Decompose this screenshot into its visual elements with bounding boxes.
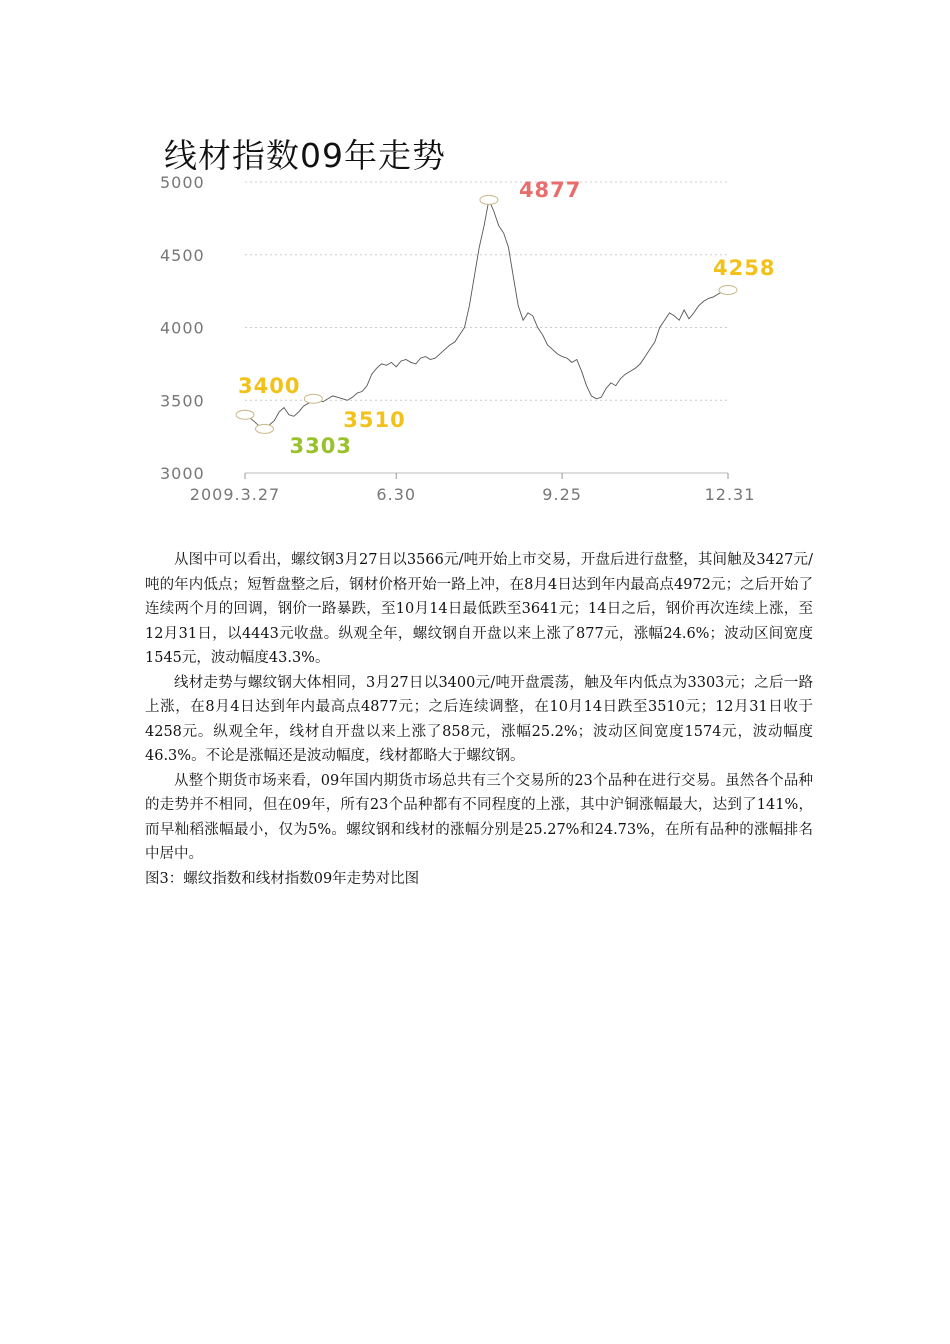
y-tick-label: 4000 <box>160 318 205 338</box>
wire-rod-index-chart <box>150 125 800 525</box>
x-tick-label: 12.31 <box>704 485 756 504</box>
chart-canvas <box>150 125 800 525</box>
extreme-point-marker <box>480 195 498 204</box>
figure-caption: 图3：螺纹指数和线材指数09年走势对比图 <box>145 870 420 887</box>
article-body <box>145 548 813 891</box>
y-tick-label: 3500 <box>160 391 205 411</box>
extreme-point-marker <box>236 410 254 419</box>
extreme-point-marker <box>719 285 737 294</box>
x-tick-label: 9.25 <box>542 485 582 504</box>
data-label: 4258 <box>713 255 776 280</box>
extreme-point-marker <box>256 424 274 433</box>
data-label: 3400 <box>238 373 301 398</box>
x-tick-label: 2009.3.27 <box>189 485 281 504</box>
paragraph-rebar: 从图中可以看出，螺纹钢3月27日以3566元/吨开始上市交易，开盘后进行盘整，其间触及3427元/吨的年内低点；短暂盘整之后，钢材价格开始一路上冲，在8月4日达到年内最高点4972元；之后开始了连续两个月的回调，钢价一路暴跌，至10月14日最低跌至3641元；14日之后，钢价再次连续上涨，至12月31日，以4443元收盘。纵观全年，螺纹钢自开盘以来上涨了877元，涨幅24.6%；波动区间宽度1545元，波动幅度43.3%。 <box>145 552 813 666</box>
paragraph-futures-market: 从整个期货市场来看，09年国内期货市场总共有三个交易所的23个品种在进行交易。虽然各个品种的走势并不相同，但在09年，所有23个品种都有不同程度的上涨，其中沪铜涨幅最大，达到了141%，而早籼稻涨幅最小，仅为5%。螺纹钢和线材的涨幅分别是25.27%和24.73%，在所有品种的涨幅排名中居中。 <box>145 772 813 862</box>
y-tick-label: 3000 <box>160 464 205 483</box>
extreme-point-marker <box>304 394 322 403</box>
data-label: 3510 <box>343 407 406 432</box>
x-tick-label: 6.30 <box>376 485 417 504</box>
data-label: 3303 <box>289 433 352 458</box>
y-tick-label: 5000 <box>160 173 205 192</box>
data-label: 4877 <box>518 177 582 202</box>
y-tick-label: 4500 <box>160 245 205 265</box>
paragraph-wire-rod: 线材走势与螺纹钢大体相同，3月27日以3400元/吨开盘震荡，触及年内低点为3303元；之后一路上涨，在8月4日达到年内最高点4877元；之后连续调整，在10月14日跌至3510元；12月31日收于4258元。纵观全年，线材自开盘以来上涨了858元，涨幅25.2%；波动区间宽度1574元，波动幅度46.3%。不论是涨幅还是波动幅度，线材都略大于螺纹钢。 <box>145 674 813 764</box>
chart-title: 线材指数09年走势 <box>164 136 446 175</box>
